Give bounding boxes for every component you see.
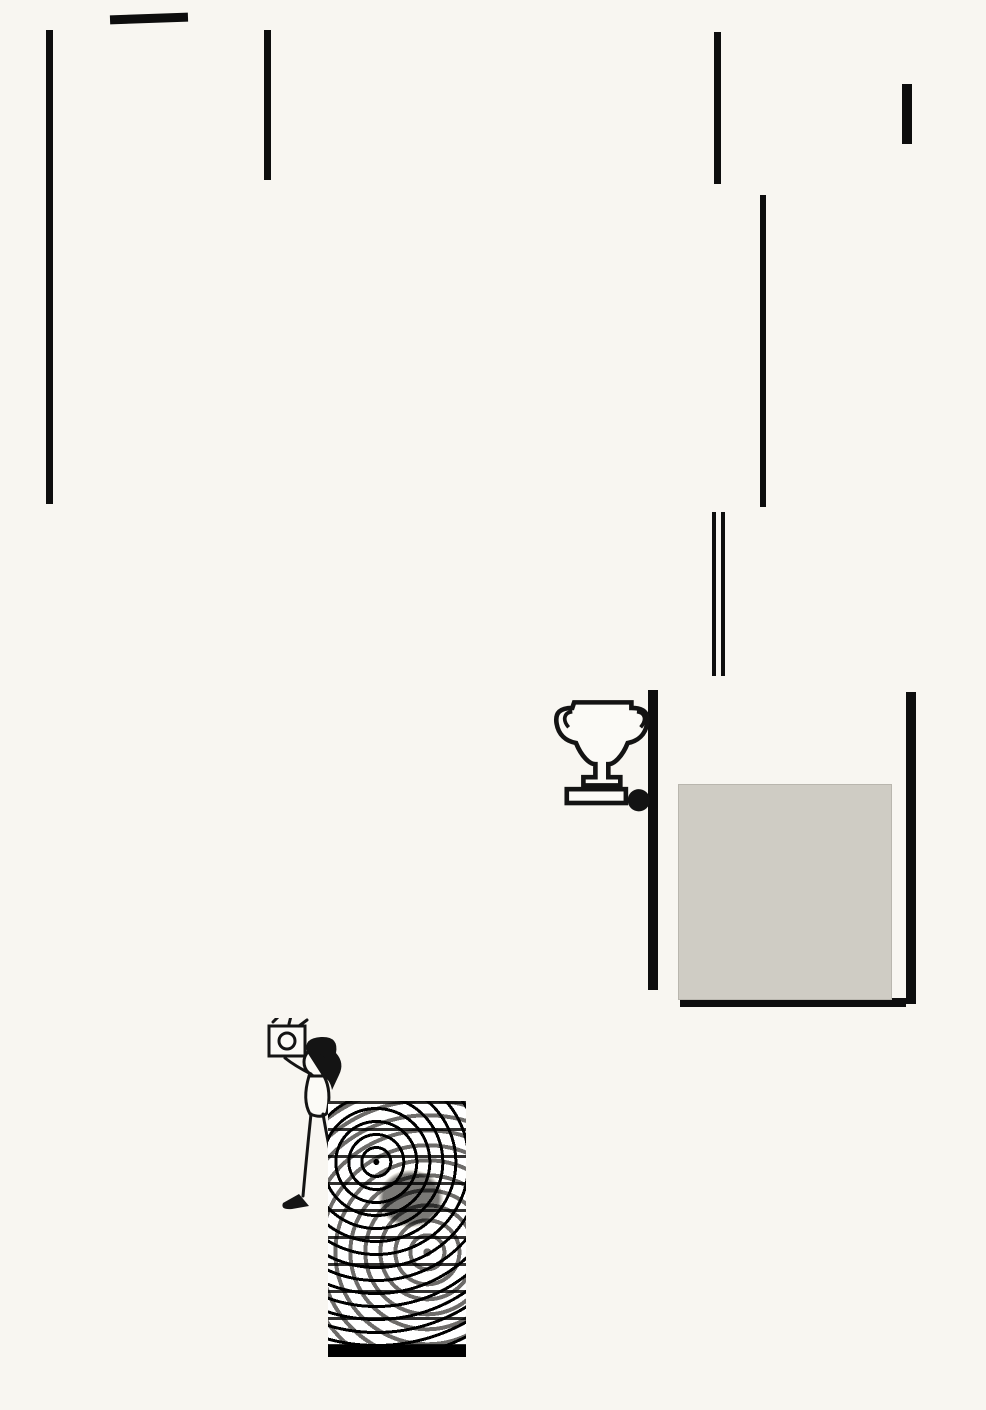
section-dan-tuo-jiao (45, 682, 337, 1020)
section-body (404, 690, 654, 816)
grid-divider (712, 512, 716, 676)
section-this-issue-wave (655, 1030, 955, 1370)
masthead (246, 192, 766, 508)
top-margin-watermark (58, 2, 938, 22)
vertical-poem (558, 288, 766, 500)
section-color-wave-analysis (340, 678, 652, 1018)
section-joke-riddle (45, 1032, 345, 1362)
grid-divider (714, 32, 721, 184)
grid-divider (264, 30, 271, 180)
zodiac-puzzle-image (678, 784, 892, 1000)
section-zodiac-puzzle (660, 688, 910, 1018)
bottom-margin-watermark (40, 1386, 948, 1408)
trophy-icon (552, 694, 654, 816)
grid-divider (721, 512, 725, 676)
scan-ink-mark (902, 84, 912, 144)
section-title (669, 1038, 673, 1077)
site-watermark (26, 1301, 64, 1405)
left-margin-watermark (3, 0, 37, 1410)
section-color-wave-road (322, 1035, 652, 1365)
ink-ball-icon (628, 789, 650, 811)
grid-divider (46, 30, 53, 504)
wave-road-chart (328, 1101, 466, 1357)
